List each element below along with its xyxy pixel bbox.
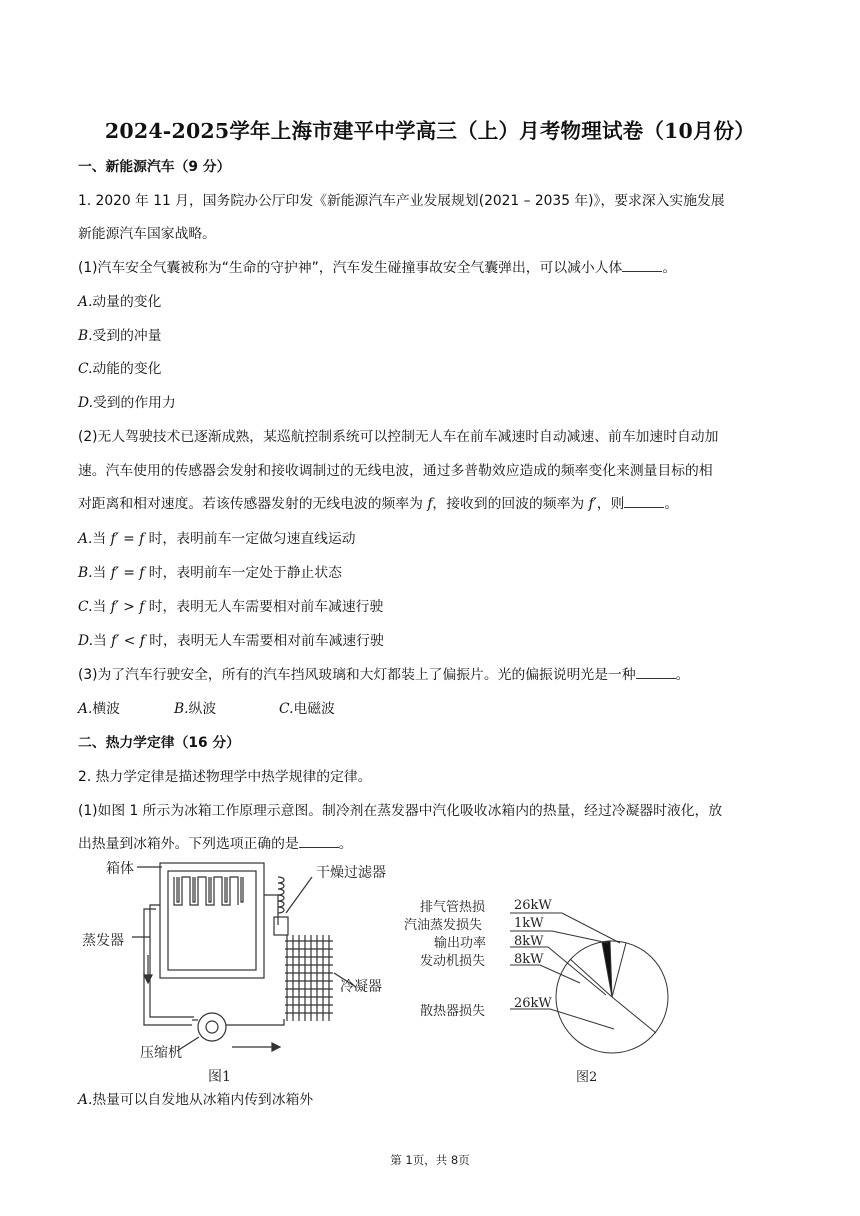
q1-part3-end: 。 (675, 667, 690, 683)
section-1-heading: 一、新能源汽车（9 分） (78, 159, 231, 175)
evaporator-coil-inner (177, 877, 243, 902)
q1-part3-text: (3)为了汽车行驶安全，所有的汽车挡风玻璃和大灯都装上了偏振片。光的偏振说明光是一种 (78, 667, 636, 683)
q1-part2-line3 (78, 494, 678, 514)
figure-1-refrigerator (82, 855, 402, 1085)
cabinet-outline (160, 863, 264, 978)
label-condenser: 冷凝器 (340, 979, 382, 995)
condenser-tubes (285, 941, 333, 1013)
option-text: 电磁波 (293, 701, 335, 717)
option-text: 热量可以自发地从冰箱内传到冰箱外 (92, 1092, 314, 1108)
row-name-exhaust: 排气管热损 (420, 900, 486, 915)
symbol-f-prime: f′ (588, 496, 597, 512)
option-pre: 当 (92, 531, 107, 547)
q2-part1-line2 (78, 834, 353, 854)
option-letter: A. (78, 701, 93, 717)
q2-stem: 2. 热力学定律是描述物理学中热学规律的定律。 (78, 769, 372, 785)
q1-p1-option-b (78, 326, 162, 346)
symbol-f: f (427, 496, 433, 512)
row-value-output: 8kW (514, 934, 544, 949)
option-relation: f′ = f (110, 531, 145, 547)
q1-stem-line1: 1. 2020 年 11 月，国务院办公厅印发《新能源汽车产业发展规划(2021 – 2035 年)》，要求深入实施发展 (78, 193, 725, 209)
option-relation: f′ < f (111, 633, 145, 649)
q1-p3-option-a (78, 699, 120, 719)
answer-blank (299, 835, 339, 848)
q1-p2-option-d (78, 631, 384, 651)
figure-1-caption: 图1 (208, 1069, 231, 1085)
q2-part1-line2-text: 出热量到冰箱外。下列选项正确的是 (78, 836, 299, 852)
q2-option-a (78, 1090, 313, 1110)
arrow-down (144, 975, 152, 983)
leader-filter (286, 877, 312, 913)
row-name-radiator: 散热器损失 (420, 1004, 486, 1019)
label-box: 箱体 (106, 861, 134, 877)
q1-part3 (78, 665, 689, 685)
option-text: 受到的冲量 (92, 328, 162, 344)
page-title: 2024-2025学年上海市建平中学高三（上）月考物理试卷（10月份） (104, 119, 756, 143)
option-letter: D. (78, 633, 93, 649)
option-text: 时，表明无人车需要相对前车减速行驶 (148, 599, 384, 615)
option-letter: C. (78, 361, 93, 377)
option-letter: A. (78, 1092, 93, 1108)
row-value-radiator: 26kW (514, 996, 552, 1011)
q1-part2-line3-end: 。 (664, 496, 679, 512)
q2-part1-line1: (1)如图 1 所示为冰箱工作原理示意图。制冷剂在蒸发器中汽化吸收冰箱内的热量，经过冷凝器时液化，放 (78, 803, 723, 819)
label-evaporator: 蒸发器 (82, 933, 124, 949)
option-pre: 当 (92, 565, 107, 581)
option-text: 时，表明前车一定处于静止状态 (148, 565, 342, 581)
left-pipe (150, 905, 194, 1017)
q1-stem-line2: 新能源汽车国家战略。 (78, 226, 216, 242)
answer-blank (622, 259, 662, 272)
q1-p1-option-d (78, 393, 176, 413)
q1-p1-option-a (78, 292, 161, 312)
q1-part2-line2: 速。汽车使用的传感器会发射和接收调制过的无线电波，通过多普勒效应造成的频率变化来测量目标的相 (78, 463, 713, 479)
answer-blank (624, 495, 664, 508)
leader-radiator (510, 1009, 614, 1029)
filter-coil (278, 877, 284, 913)
condenser-fins (287, 935, 329, 1021)
option-text: 纵波 (188, 701, 217, 717)
q1-part1-text: (1)汽车安全气囊被称为“生命的守护神”，汽车发生碰撞事故安全气囊弹出，可以减小人体 (78, 260, 623, 276)
option-letter: B. (78, 328, 93, 344)
option-relation: f′ > f (110, 599, 145, 615)
row-name-output: 输出功率 (434, 936, 487, 951)
option-text: 时，表明前车一定做匀速直线运动 (148, 531, 356, 547)
row-value-engine: 8kW (514, 952, 544, 967)
option-letter: C. (78, 599, 93, 615)
figure-2-caption: 图2 (576, 1070, 598, 1085)
q1-p2-option-a (78, 529, 356, 549)
compressor-core (206, 1021, 218, 1033)
option-text: 受到的作用力 (92, 395, 176, 411)
q1-p3-option-b (174, 699, 216, 719)
evaporator-coil (174, 877, 238, 905)
q1-p2-option-b (78, 563, 342, 583)
row-value-evaporation: 1kW (514, 916, 544, 931)
q1-part2-line1: (2)无人驾驶技术已逐渐成熟，某巡航控制系统可以控制无人车在前车减速时自动减速、前车加速时自动加 (78, 429, 719, 445)
row-name-evaporation: 汽油蒸发损失 (404, 918, 483, 933)
label-compressor: 压缩机 (140, 1045, 182, 1061)
option-relation: f′ = f (110, 565, 145, 581)
option-letter: A. (78, 531, 93, 547)
answer-blank (636, 666, 676, 679)
pie-slice-line (612, 943, 626, 997)
dryer-filter (274, 917, 288, 935)
leader-engine (510, 965, 580, 983)
row-name-engine: 发动机损失 (420, 954, 486, 969)
q1-part1-end: 。 (662, 260, 677, 276)
q1-p1-option-c (78, 359, 161, 379)
option-letter: A. (78, 294, 93, 310)
option-letter: B. (78, 565, 93, 581)
section-2-heading: 二、热力学定律（16 分） (78, 735, 240, 751)
option-pre: 当 (92, 633, 107, 649)
compressor-pipe (226, 1019, 284, 1025)
pie-black-slice (602, 941, 612, 997)
q1-part2-line3-c: ，则 (596, 496, 625, 512)
q1-p3-option-c (279, 699, 335, 719)
option-text: 横波 (92, 701, 120, 717)
option-letter: B. (174, 701, 189, 717)
arrow-right (272, 1043, 280, 1051)
q1-part1 (78, 258, 676, 278)
q1-part2-line3-a: 对距离和相对速度。若该传感器发射的无线电波的频率为 (78, 496, 423, 512)
pie-slice-line (612, 997, 656, 1033)
row-value-exhaust: 26kW (514, 898, 552, 913)
option-text: 时，表明无人车需要相对前车减速行驶 (149, 633, 384, 649)
compressor-body (198, 1013, 226, 1041)
option-text: 动量的变化 (92, 294, 162, 310)
option-letter: D. (78, 395, 93, 411)
q1-part2-line3-b: ，接收到的回波的频率为 (432, 496, 585, 512)
option-letter: C. (279, 701, 294, 717)
filter-pipe (264, 895, 278, 925)
page-footer: 第 1页，共 8页 (390, 1153, 470, 1167)
figure-2-energy-pie (404, 885, 682, 1085)
q2-part1-end: 。 (338, 836, 353, 852)
label-filter: 干燥过滤器 (316, 865, 386, 881)
q1-p2-option-c (78, 597, 383, 617)
option-pre: 当 (92, 599, 107, 615)
option-text: 动能的变化 (92, 361, 162, 377)
